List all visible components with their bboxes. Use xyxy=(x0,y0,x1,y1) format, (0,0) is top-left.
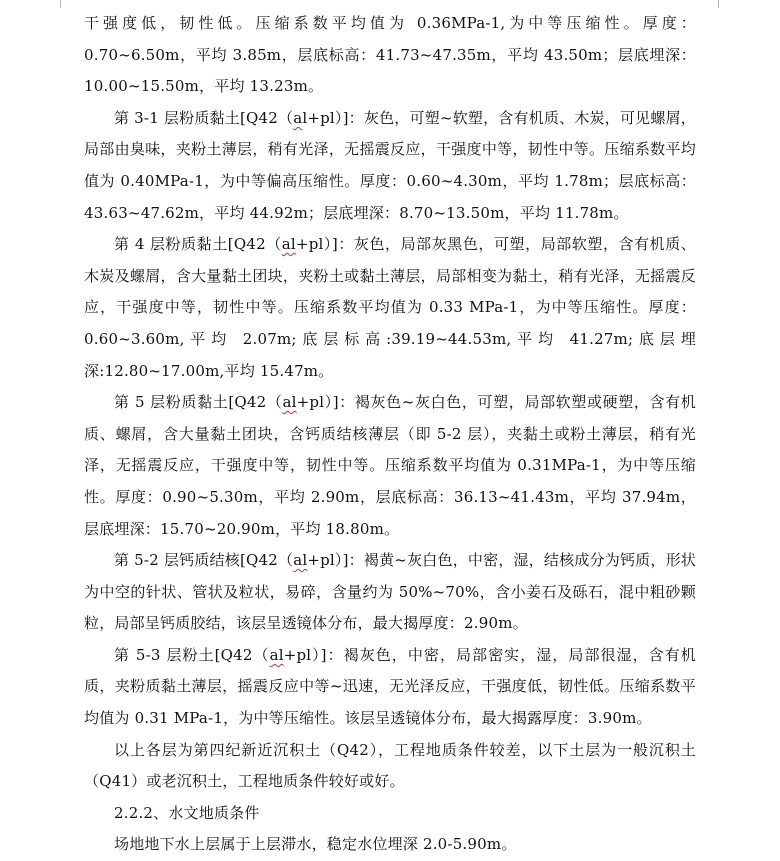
layer-3-1-description: l+pl）]：灰色，可塑~软塑，含有机质、木炭，可见螺屑，局部由臭味，夹粉土薄层，稍有光泽，无摇震反应，干强度中等，韧性中等。压缩系数平均值为 0.40MPa-1，为中等偏高压缩性。厚度：0.60~4.30m，平均 1.78m；层底标高：43.63~47.62m，平均 44.92m；层底埋深：8.70~13.50m，平均 11.78m。 xyxy=(84,108,696,222)
layer-5-3-prefix: 第 5-3 层粉土[Q42（ xyxy=(114,645,270,664)
layer-5-2-paragraph xyxy=(84,545,696,640)
spellcheck-mark[interactable]: al xyxy=(269,645,284,664)
spellcheck-mark[interactable]: a xyxy=(293,108,303,127)
spellcheck-mark[interactable]: al xyxy=(282,393,297,412)
layer-3-1-prefix: 第 3-1 层粉质黏土[Q42（ xyxy=(114,108,294,127)
layer-4-paragraph xyxy=(84,229,696,387)
layer-4-description: +pl）]：灰色，局部灰黑色，可塑，局部软塑，含有机质、木炭及螺屑，含大量黏土团块，夹粉土或黏土薄层，局部相变为黏土，稍有光泽，无摇震反应，干强度中等，韧性中等。压缩系数平均值为 0.33 MPa-1，为中等压缩性。厚度：0.60~3.60m,平均 2.07m;底层标高:39.19~44.53m,平均 41.27m;底层埋深:12.80~17.00m,平均 15.47m。 xyxy=(84,235,696,380)
summary-paragraph: 以上各层为第四纪新近沉积土（Q42），工程地质条件较差，以下土层为一般沉积土（Q41）或老沉积土，工程地质条件较好或好。 xyxy=(84,740,696,791)
layer-5-description: +pl）]：褐灰色~灰白色，可塑，局部软塑或硬塑，含有机质、螺屑，含大量黏土团块，含钙质结核薄层（即 5-2 层），夹黏土或粉土薄层，稍有光泽，无摇震反应，干强度中等，韧性中等。压缩系数平均值为 0.31MPa-1，为中等压缩性。厚度：0.90~5.30m，平均 2.90m，层底标高：36.13~41.43m，平均 37.94m，层底埋深：15.70~20.90m，平均 18.80m。 xyxy=(84,393,696,538)
crop-mark-left xyxy=(60,0,61,8)
layer-3-1-paragraph xyxy=(84,103,696,229)
document-body[interactable] xyxy=(84,8,696,861)
layer-5-paragraph xyxy=(84,387,696,545)
crop-mark-right xyxy=(718,0,719,8)
spellcheck-mark[interactable]: al xyxy=(281,235,296,254)
layer-5-2-description: +pl）]：褐黄~灰白色，中密，湿，结核成分为钙质，形状为中空的针状、管状及粒状，易碎，含量约为 50%~70%，含小姜石及砾石，混中粗砂颗粒，局部呈钙质胶结，该层呈透镜体分布，最大揭厚度：2.90m。 xyxy=(84,551,696,633)
hydrogeology-paragraph: 场地地下水上层属于上层滞水，稳定水位埋深 2.0-5.90m。 xyxy=(114,835,517,854)
spellcheck-mark[interactable]: al xyxy=(293,551,308,570)
section-heading: 2.2.2、水文地质条件 xyxy=(114,803,260,822)
layer-4-prefix: 第 4 层粉质黏土[Q42（ xyxy=(114,235,282,254)
layer-5-2-prefix: 第 5-2 层钙质结核[Q42（ xyxy=(114,551,294,570)
layer-5-prefix: 第 5 层粉质黏土[Q42（ xyxy=(114,393,283,412)
continuation-paragraph: 干强度低，韧性低。压缩系数平均值为 0.36MPa-1,为中等压缩性。厚度：0.70~6.50m，平均 3.85m，层底标高：41.73~47.35m，平均 43.50m；层底埋深：10.00~15.50m，平均 13.23m。 xyxy=(84,14,696,96)
layer-5-3-description: +pl）]：褐灰色，中密，局部密实，湿，局部很湿，含有机质，夹粉质黏土薄层，摇震反应中等~迅速，无光泽反应，干强度低，韧性低。压缩系数平均值为 0.31 MPa-1，为中等压缩性。该层呈透镜体分布，最大揭露厚度：3.90m。 xyxy=(84,645,696,728)
layer-5-3-paragraph xyxy=(84,640,696,735)
